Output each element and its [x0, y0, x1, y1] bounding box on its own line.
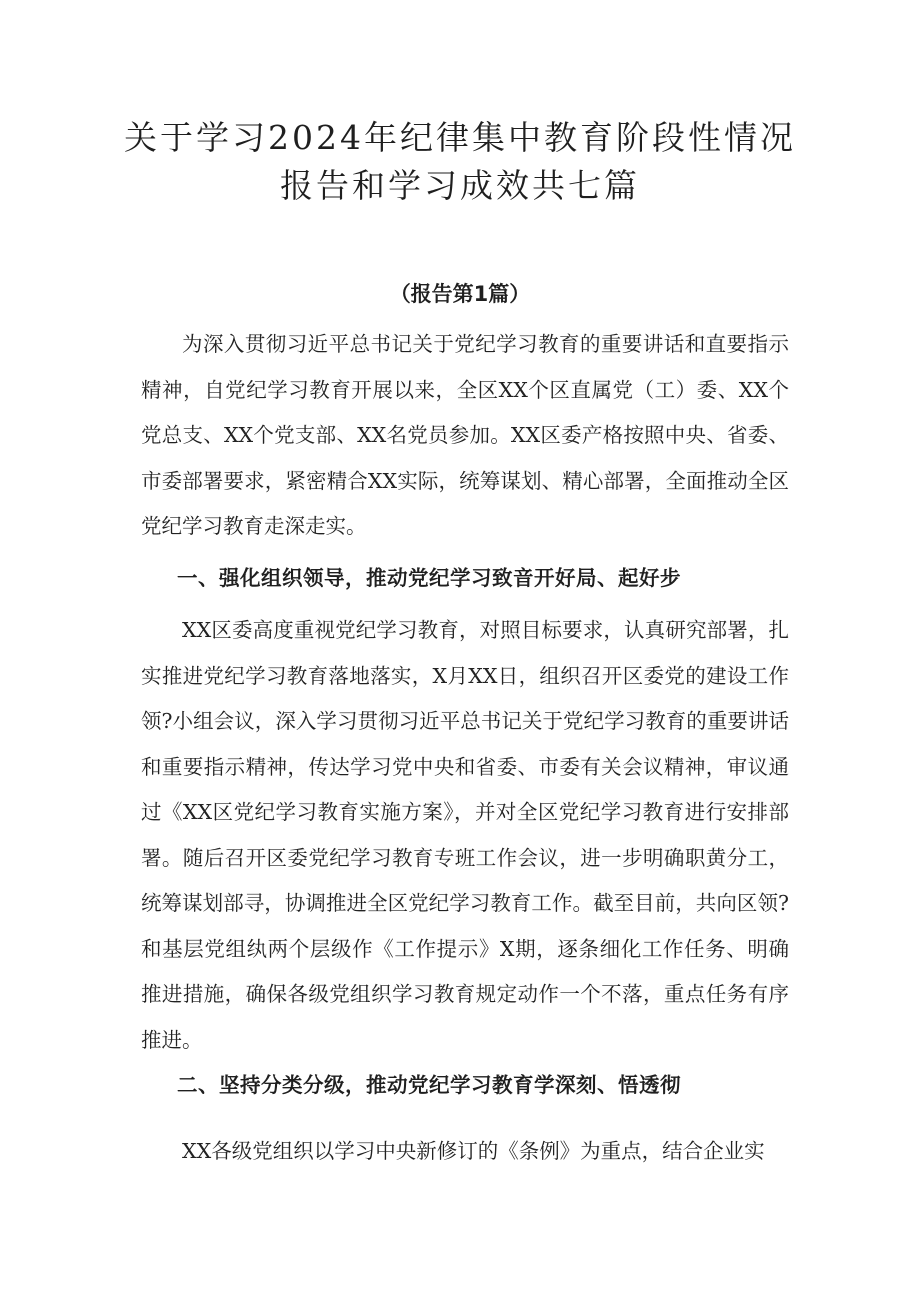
paragraph-intro: 为深入贯彻习近平总书记关于党纪学习教育的重要讲话和直要指示精神，自党纪学习教育开展以来，全区XX个区直属党（工）委、XX个党总支、XX个党支部、XX名党员参加。XX区委产格按照中央、省委、市委部署要求，紧密精合XX实际，统筹谋划、精心部署，全面推动全区党纪学习教育走深走实。 — [141, 332, 789, 538]
section-heading-1: 一、强化组织领导，推动党纪学习致音开好局、起好步 — [177, 566, 681, 590]
paragraph-section-2: XX各级党组织以学习中央新修订的《条例》为重点，结合企业实 — [182, 1139, 765, 1163]
section-label: （报告第1篇） — [389, 282, 531, 306]
paragraph-section-1: XX区委高度重视党纪学习教育，对照目标要求，认真研究部署，扎实推进党纪学习教育落地落实，X月XX日，组织召开区委党的建设工作领?小组会议，深入学习贯彻习近平总书记关于党纪学习教育的重要讲话和重要指示精神，传达学习党中央和省委、市委有关会议精神，审议通过《XX区党纪学习教育实施方案》，并对全区党纪学习教育进行安排部署。随后召开区委党纪学习教育专班工作会议，进一步明确职黄分工，统筹谋划部寻，协调推进全区党纪学习教育工作。截至目前，共向区领?和基层党组纨两个层级作《工作提示》X期，逐条细化工作任务、明确推进措施，确保各级党组织学习教育规定动作一个不落，重点任务有序推进。 — [141, 618, 789, 1052]
document-title-line-1: 关于学习2024年纪律集中教育阶段性情况 — [124, 118, 796, 157]
document-title-line-2: 报告和学习成效共七篇 — [280, 166, 640, 205]
section-heading-2: 二、坚持分类分级，推动党纪学习教育学深刻、悟透彻 — [177, 1073, 681, 1097]
